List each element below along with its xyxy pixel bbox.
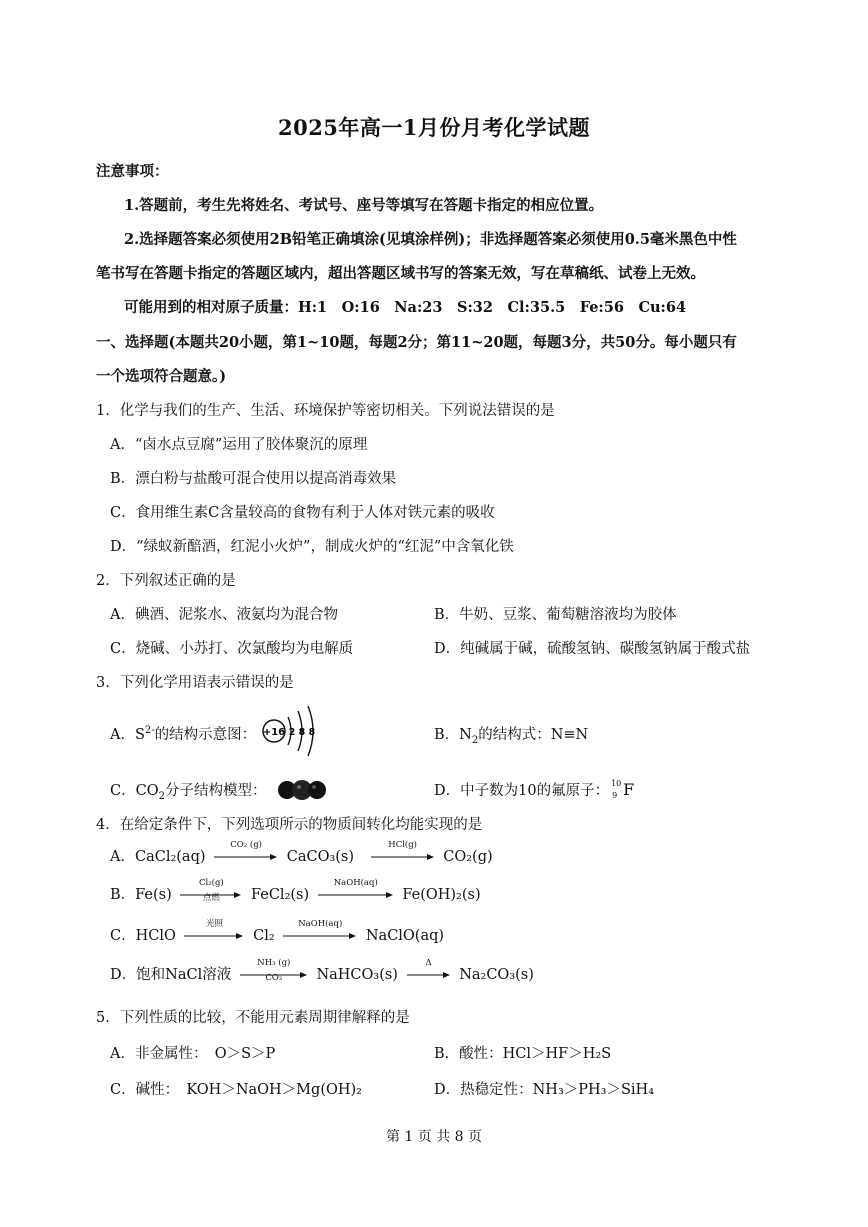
q1-option-b: B．漂白粉与盐酸可混合使用以提高消毒效果 bbox=[110, 471, 397, 487]
reaction-arrow: Cl₂(g) 点燃 bbox=[180, 891, 242, 899]
q4-option-b: B．Fe(s) Cl₂(g) 点燃 FeCl₂(s) NaOH(aq) Fe(OH)₂(s) bbox=[110, 878, 481, 903]
q3-option-c: C．$CO_2$分子结构模型： bbox=[110, 783, 267, 802]
q2-option-a: A．碘酒、泥浆水、液氨均为混合物 bbox=[110, 607, 338, 623]
section-heading-line-1: 一、选择题(本题共20小题，第1~10题，每题2分；第11~20题，每题3分，共50分。每小题只有 bbox=[96, 334, 737, 351]
q1-stem: 1．化学与我们的生产、生活、环境保护等密切相关。下列说法错误的是 bbox=[96, 403, 555, 419]
q5-stem: 5．下列性质的比较，不能用元素周期律解释的是 bbox=[96, 1010, 410, 1026]
q1-option-d: D．“绿蚁新醅酒，红泥小火炉”，制成火炉的“红泥”中含氧化铁 bbox=[110, 539, 514, 555]
q3-option-b: B．$N_2$的结构式：N≡N bbox=[434, 727, 589, 746]
q1-option-c: C．食用维生素C含量较高的食物有利于人体对铁元素的吸收 bbox=[110, 505, 495, 521]
q2-stem: 2．下列叙述正确的是 bbox=[96, 573, 236, 589]
section-heading-line-2: 一个选项符合题意。) bbox=[96, 368, 227, 385]
q2-option-c: C．烧碱、小苏打、次氯酸均为电解质 bbox=[110, 641, 354, 657]
sulfide-ion-structure-diagram bbox=[258, 703, 326, 759]
reaction-arrow: HCl(g) bbox=[371, 853, 435, 861]
nucleus-charge: +16 bbox=[262, 727, 286, 738]
page-footer: 第 1 页 共 8 页 bbox=[385, 1129, 483, 1145]
reaction-arrow: NaOH(aq) bbox=[318, 891, 394, 899]
reaction-arrow: 光照 bbox=[184, 932, 244, 940]
q4-option-c: C．HClO 光照 Cl₂ NaOH(aq) NaClO(aq) bbox=[110, 919, 445, 944]
atomic-masses: 可能用到的相对原子质量：H:1 O:16 Na:23 S:32 Cl:35.5 Fe:56 Cu:64 bbox=[124, 299, 687, 316]
q5-option-b: B．酸性：HCl＞HF＞H₂S bbox=[434, 1046, 612, 1062]
q4-option-d: D．饱和NaCl溶液 NH₃ (g) CO₂ NaHCO₃(s) Δ Na₂CO₃(s) bbox=[110, 958, 534, 983]
q3-stem: 3．下列化学用语表示错误的是 bbox=[96, 675, 294, 691]
electron-shells: 2 8 8 bbox=[288, 727, 316, 738]
q2-option-d: D．纯碱属于碱，硫酸氢钠、碳酸氢钠属于酸式盐 bbox=[434, 641, 751, 657]
q2-option-b: B．牛奶、豆浆、葡萄糖溶液均为胶体 bbox=[434, 607, 677, 623]
q5-option-c: C．碱性： KOH＞NaOH＞Mg(OH)₂ bbox=[110, 1082, 362, 1098]
page-title: 2025年高一1月份月考化学试题 bbox=[277, 115, 591, 140]
q1-option-a: A．“卤水点豆腐”运用了胶体聚沉的原理 bbox=[110, 437, 368, 453]
reaction-arrow: NaOH(aq) bbox=[283, 932, 357, 940]
q3-option-a: A．$S^{2-}$的结构示意图： bbox=[110, 725, 257, 743]
notice-item-1: 1.答题前，考生先将姓名、考试号、座号等填写在答题卡指定的相应位置。 bbox=[124, 197, 604, 214]
notice-heading: 注意事项： bbox=[96, 163, 169, 180]
reaction-arrow: Δ bbox=[407, 971, 451, 979]
fluorine-isotope: 10 9 bbox=[611, 779, 622, 800]
reaction-arrow: CO₂ (g) bbox=[214, 853, 278, 861]
co2-molecule-model bbox=[274, 778, 330, 802]
notice-item-2a: 2.选择题答案必须使用2B铅笔正确填涂(见填涂样例)；非选择题答案必须使用0.5毫米黑色中性 bbox=[124, 231, 737, 248]
reaction-arrow: NH₃ (g) CO₂ bbox=[240, 971, 308, 979]
q5-option-a: A．非金属性： O＞S＞P bbox=[110, 1046, 276, 1062]
notice-item-2b: 笔书写在答题卡指定的答题区域内，超出答题区域书写的答案无效，写在草稿纸、试卷上无效。 bbox=[96, 265, 705, 282]
q3-option-d: D．中子数为10的氟原子： 10 9 F bbox=[434, 779, 635, 800]
q5-option-d: D．热稳定性：NH₃＞PH₃＞SiH₄ bbox=[434, 1082, 655, 1098]
q4-stem: 4．在给定条件下，下列选项所示的物质间转化均能实现的是 bbox=[96, 817, 483, 833]
q4-option-a: A．CaCl₂(aq) CO₂ (g) CaCO₃(s) HCl(g) CO₂(g) bbox=[110, 840, 493, 865]
